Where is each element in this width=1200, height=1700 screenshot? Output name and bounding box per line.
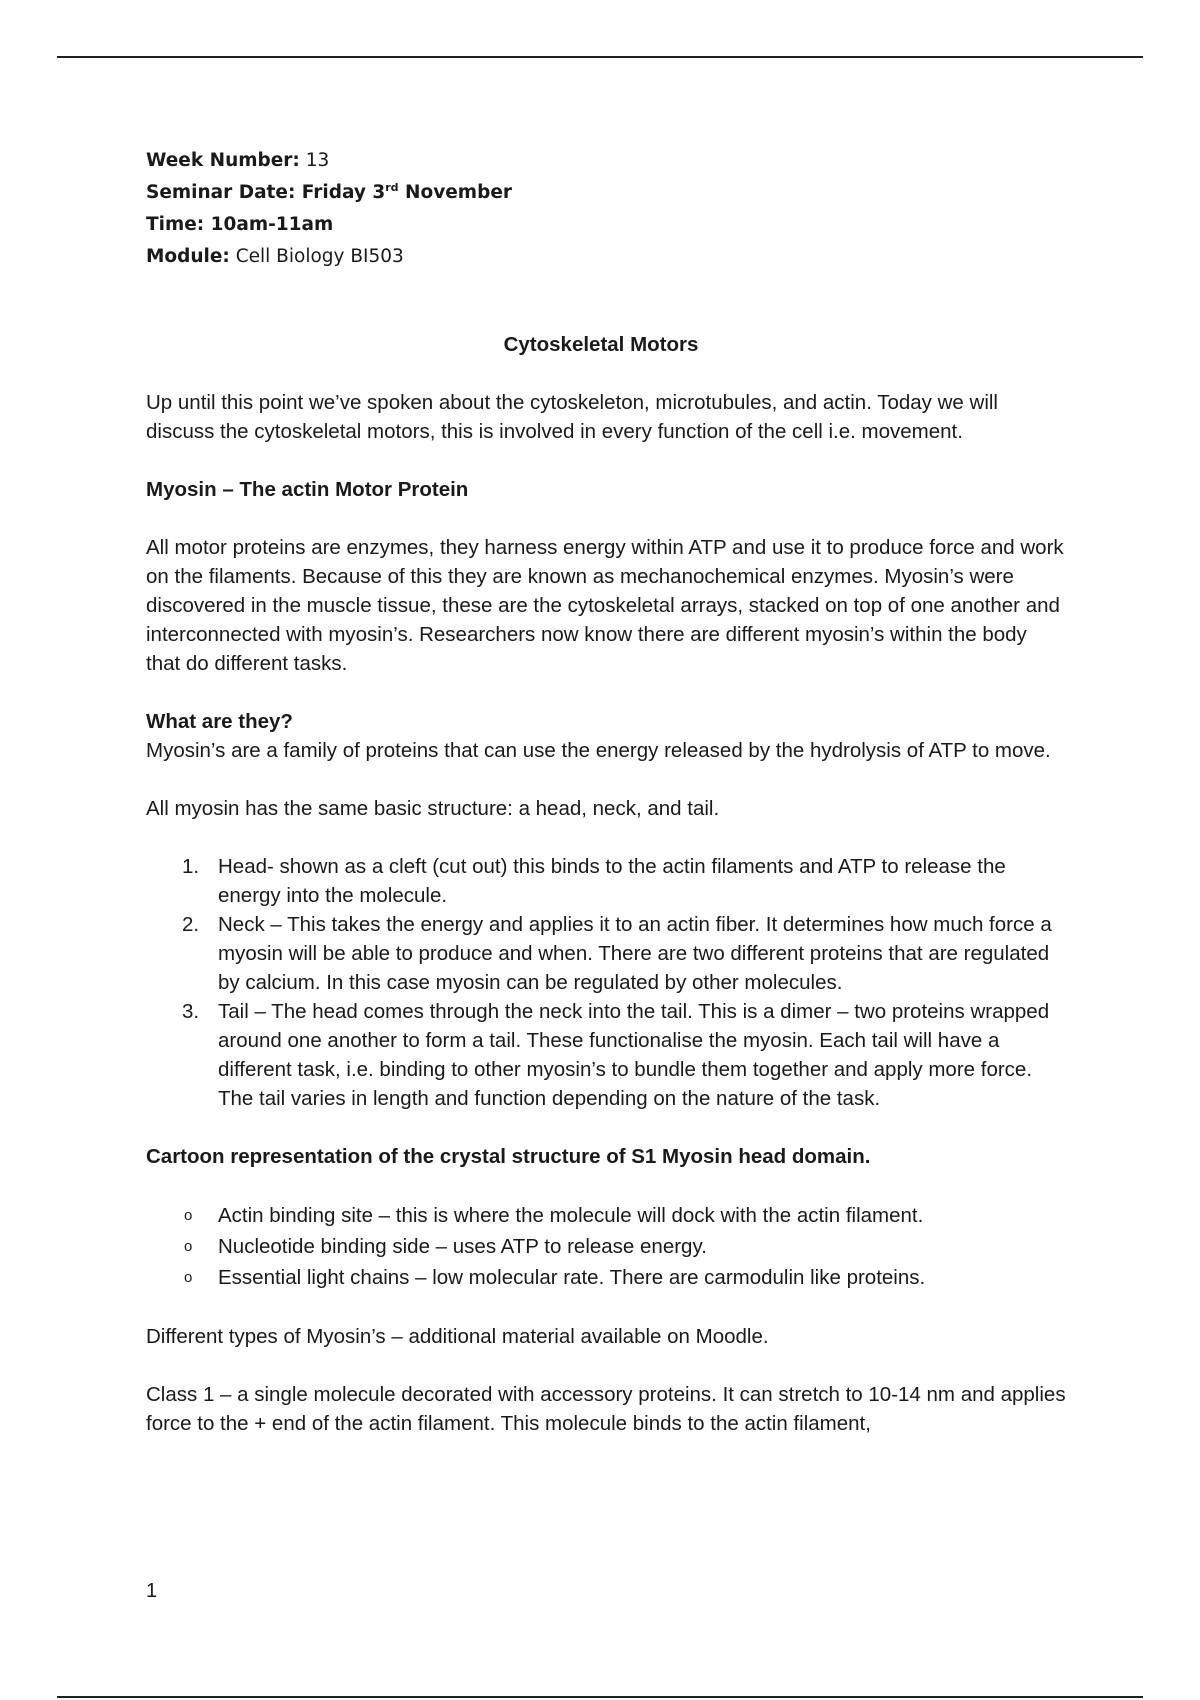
time-line: Time: 10am-11am <box>146 214 334 235</box>
list-number: 1. <box>182 855 200 878</box>
page-number: 1 <box>146 1580 158 1602</box>
list-item-text: Neck – This takes the energy and applies it to an actin fiber. It determines how much force a myosin will be able to produce and when. There are two different proteins that are regulated by calcium. In this case myosin can be regulated by other molecules. <box>218 913 1052 994</box>
myosin-heading: Myosin – The actin Motor Protein <box>146 478 469 501</box>
list-item <box>146 1231 1066 1262</box>
intro-paragraph: Up until this point we’ve spoken about the cytoskeleton, microtubules, and actin. Today we will discuss the cytoskeletal motors, this is involved in every function of the cell i.e. movement. <box>146 391 998 443</box>
module-value: Cell Biology BI503 <box>235 246 404 267</box>
seminar-date-label: Seminar Date: Friday 3 <box>146 182 386 203</box>
head-domain-list <box>146 1200 1066 1293</box>
myosin-family-paragraph: Myosin’s are a family of proteins that can use the energy released by the hydrolysis of ATP to move. <box>146 739 1051 762</box>
circle-bullet-icon: o <box>184 1238 193 1255</box>
list-item <box>146 1200 1066 1231</box>
seminar-date-ordinal: rd <box>385 180 399 194</box>
list-item-text: Tail – The head comes through the neck into the tail. This is a dimer – two proteins wrapped around one another to form a tail. These functionalise the myosin. Each tail will have a different task, i.e. binding to other myosin’s to bundle them together and apply more force. The tail varies in length and function depending on the nature of the task. <box>218 1000 1050 1110</box>
seminar-meta <box>146 145 512 273</box>
module-line <box>146 241 512 273</box>
myosin-types-paragraph: Different types of Myosin’s – additional material available on Moodle. <box>146 1325 769 1348</box>
document-body <box>146 330 1066 1438</box>
week-number-value: 13 <box>305 150 330 171</box>
document-title: Cytoskeletal Motors <box>503 333 699 356</box>
list-item <box>146 1262 1066 1293</box>
footer-rule <box>57 1696 1143 1698</box>
list-item-text: Head- shown as a cleft (cut out) this binds to the actin filaments and ATP to release the energy into the molecule. <box>218 855 1006 907</box>
circle-bullet-icon: o <box>184 1207 193 1224</box>
list-item <box>146 997 1066 1113</box>
basic-structure-paragraph: All myosin has the same basic structure: a head, neck, and tail. <box>146 797 720 820</box>
seminar-date-month: November <box>405 182 512 203</box>
circle-bullet-icon: o <box>184 1269 193 1286</box>
list-number: 2. <box>182 913 200 936</box>
list-number: 3. <box>182 1000 200 1023</box>
motor-proteins-paragraph: All motor proteins are enzymes, they harness energy within ATP and use it to produce force and work on the filaments. Because of this they are known as mechanochemical enzymes. Myosin’s were discovered in the muscle tissue, these are the cytoskeletal arrays, stacked on top of one another and interconnected with myosin’s. Researchers now know there are different myosin’s within the body that do different tasks. <box>146 536 1064 675</box>
class1-paragraph: Class 1 – a single molecule decorated with accessory proteins. It can stretch to 10-14 nm and applies force to the + end of the actin filament. This molecule binds to the actin filament, <box>146 1383 1066 1435</box>
list-item-text: Nucleotide binding side – uses ATP to release energy. <box>218 1235 707 1258</box>
list-item-text: Essential light chains – low molecular rate. There are carmodulin like proteins. <box>218 1266 926 1289</box>
list-item-text: Actin binding site – this is where the molecule will dock with the actin filament. <box>218 1204 924 1227</box>
list-item <box>146 910 1066 997</box>
week-number-label: Week Number: <box>146 150 300 171</box>
list-item <box>146 852 1066 910</box>
what-are-they-heading: What are they? <box>146 710 293 733</box>
module-label: Module: <box>146 246 230 267</box>
cartoon-heading: Cartoon representation of the crystal structure of S1 Myosin head domain. <box>146 1145 871 1168</box>
seminar-date-line <box>146 177 512 209</box>
structure-list <box>146 852 1066 1113</box>
week-number-line <box>146 145 512 177</box>
header-rule <box>57 56 1143 58</box>
